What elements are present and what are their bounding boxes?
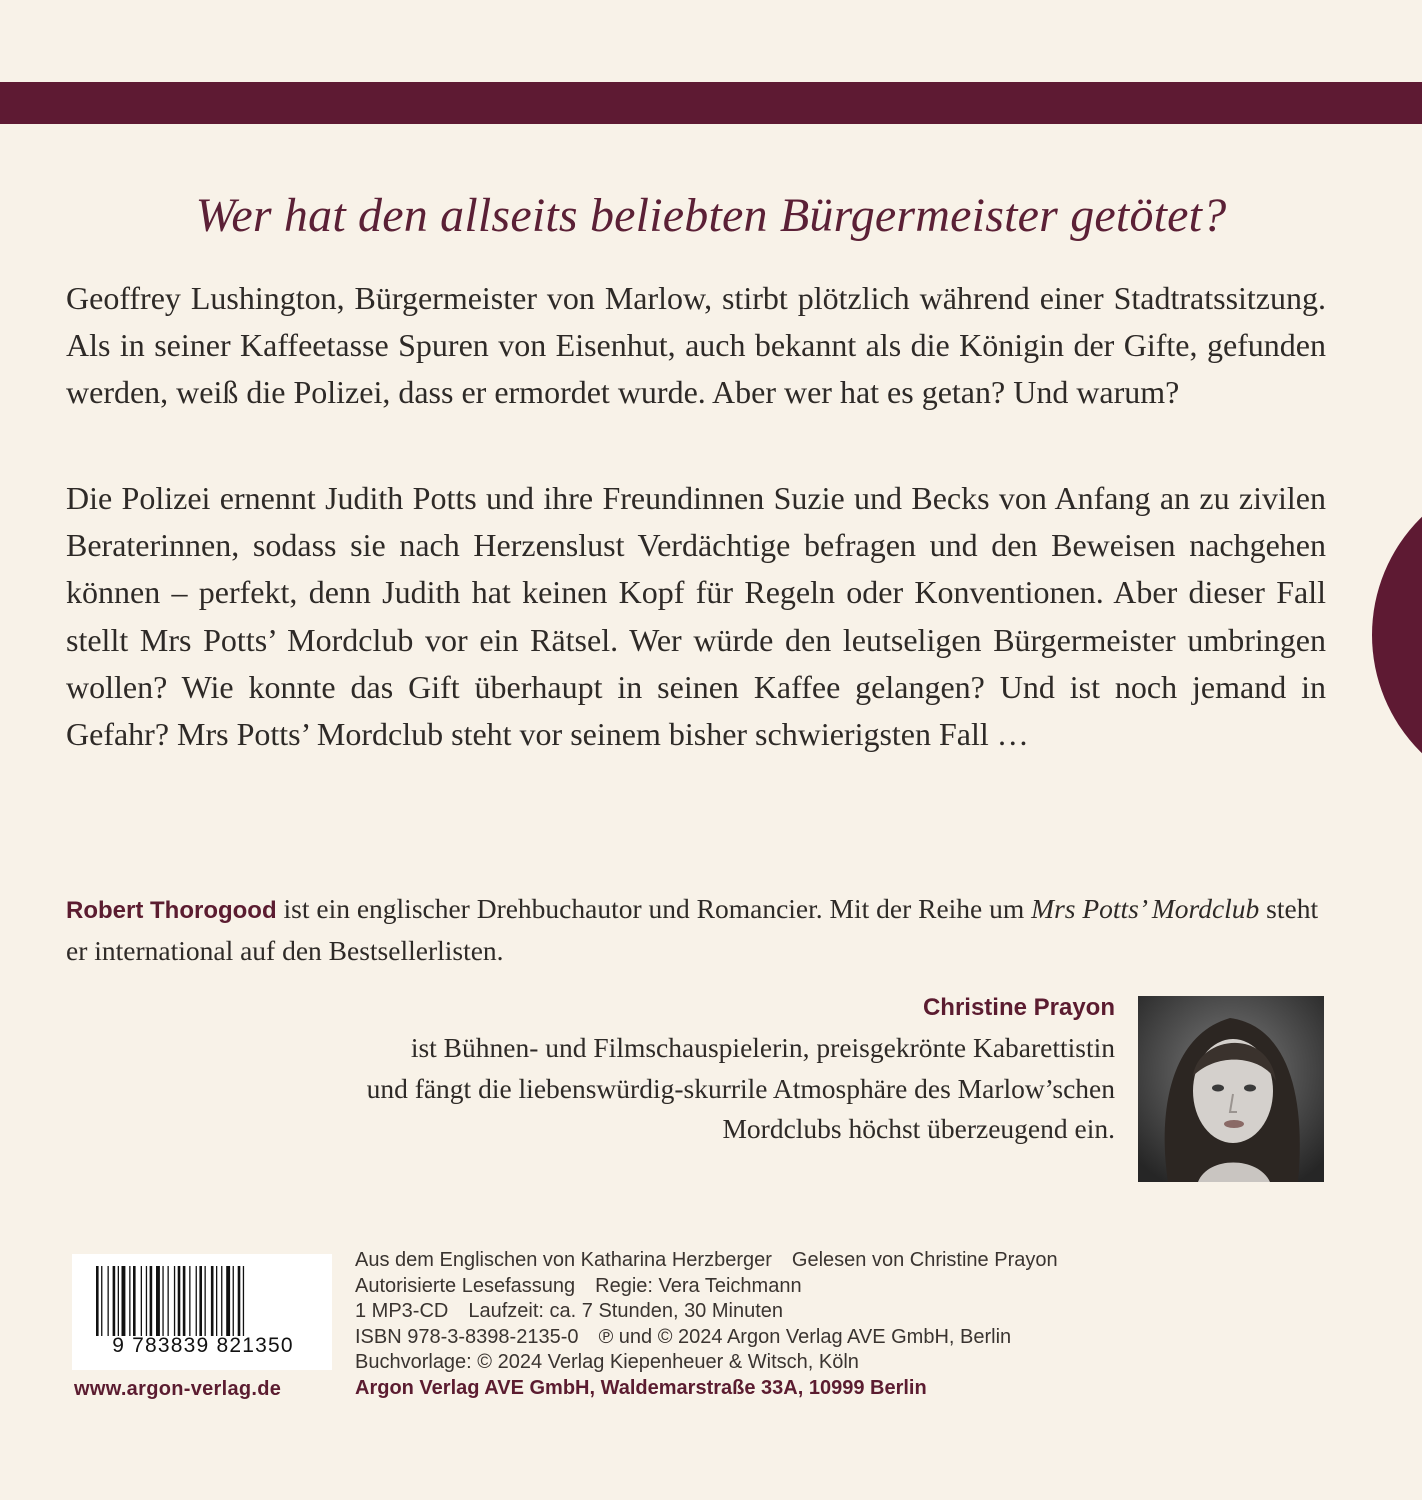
synopsis-paragraph-1 <box>66 275 1326 417</box>
credit-copyright: ℗ und © 2024 Argon Verlag AVE GmbH, Berlin <box>598 1325 1012 1348</box>
synopsis-text-2: Die Polizei ernennt Judith Potts und ihre Freundinnen Suzie und Becks von Anfang an zu zivilen Beraterinnen, sodass sie nach Herzenslust Verdächtige befragen und den Beweisen nachgehen können – perfekt, denn Judith hat keinen Kopf für Regeln oder Konventionen. Aber dieser Fall stellt Mrs Potts’ Mordclub vor ein Rätsel. Wer würde den leutseligen Bürgermeister umbringen wollen? Wie konnte das Gift überhaupt in seinen Kaffee gelangen? Und ist noch jemand in Gefahr? Mrs Potts’ Mordclub steht vor seinem bisher schwierigsten Fall … <box>66 480 1326 753</box>
synopsis-text-1: Geoffrey Lushington, Bürgermeister von Marlow, stirbt plötzlich während einer Stadtratssitzung. Als in seiner Kaffeetasse Spuren von Eisenhut, auch bekannt als die Königin der Gifte, gefunden werden, weiß die Polizei, dass er ermordet wurde. Aber wer hat es getan? Und warum? <box>66 280 1326 411</box>
credits-block <box>355 1248 1155 1401</box>
author-name: Robert Thorogood <box>66 897 277 924</box>
barcode-digits: 9 783839 821350 <box>112 1334 294 1357</box>
barcode-bars <box>96 1266 322 1336</box>
narrator-portrait <box>1138 996 1324 1182</box>
narrator-desc-line-3: Mordclubs höchst überzeugend ein. <box>722 1113 1115 1144</box>
side-arc-decoration <box>1372 470 1422 800</box>
credits-line-2 <box>355 1274 1155 1300</box>
credit-runtime: Laufzeit: ca. 7 Stunden, 30 Minuten <box>468 1300 784 1322</box>
top-color-band <box>0 82 1422 124</box>
credits-line-4 <box>355 1325 1155 1351</box>
narrator-block <box>200 992 1115 1150</box>
narrator-desc-line-2: und fängt die liebenswürdig-skurrile Atmosphäre des Marlow’schen <box>366 1072 1115 1104</box>
narrator-name: Christine Prayon <box>922 994 1115 1021</box>
series-title: Mrs Potts’ Mordclub <box>1031 893 1260 924</box>
website-link[interactable]: www.argon-verlag.de <box>74 1378 282 1400</box>
credit-version: Autorisierte Lesefassung <box>355 1274 576 1297</box>
credits-line-5 <box>355 1350 1155 1376</box>
author-bio <box>66 889 1326 971</box>
credits-line-3 <box>355 1299 1155 1325</box>
credit-read-by: Gelesen von Christine Prayon <box>791 1249 1058 1271</box>
credit-source: Buchvorlage: © 2024 Verlag Kiepenheuer & Witsch, Köln <box>355 1351 859 1373</box>
synopsis-paragraph-2 <box>66 475 1326 758</box>
headline: Wer hat den allseits beliebten Bürgermeister getötet? <box>195 189 1227 242</box>
narrator-desc-line-1: ist Bühnen- und Filmschauspielerin, preisgekrönte Kabarettistin <box>410 1032 1115 1063</box>
credit-format: 1 MP3-CD <box>355 1300 449 1322</box>
credit-director: Regie: Vera Teichmann <box>595 1274 802 1297</box>
credits-publisher: Argon Verlag AVE GmbH, Waldemarstraße 33A, 10999 Berlin <box>355 1376 927 1399</box>
credit-translation: Aus dem Englischen von Katharina Herzberger <box>355 1249 772 1271</box>
author-bio-text-1: ist ein englischer Drehbuchautor und Romancier. Mit der Reihe um <box>276 893 1032 924</box>
credit-isbn: ISBN 978-3-8398-2135-0 <box>355 1325 579 1348</box>
credits-line-1 <box>355 1248 1155 1274</box>
author-bio-text-2: steht er international auf den Bestsellerlisten. <box>66 893 1319 966</box>
barcode <box>72 1254 332 1370</box>
